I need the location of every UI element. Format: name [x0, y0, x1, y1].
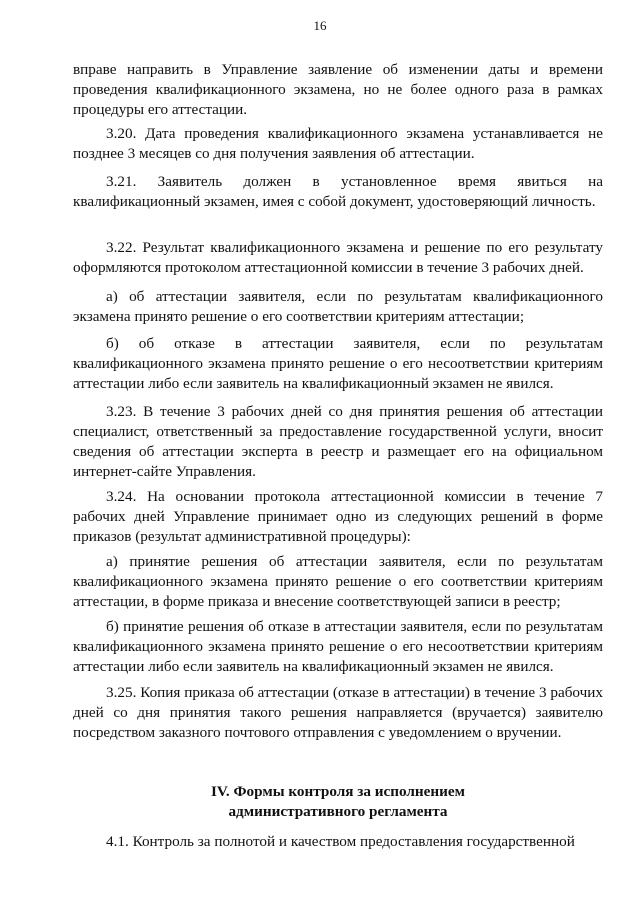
paragraph-3-22-b: б) об отказе в аттестации заявителя, если по результатам квалификационного экзамена принято решение о его несоответствии критериям аттестации либо если заявитель на квалификационный экзамен не явился.	[73, 335, 603, 392]
paragraph-3-24-b: б) принятие решения об отказе в аттестации заявителя, если по результатам квалификационного экзамена принято решение о его несоответствии критериям аттестации либо если заявитель на квалификационный экзамен не явился.	[73, 618, 603, 675]
paragraph-3-25: 3.25. Копия приказа об аттестации (отказе в аттестации) в течение 3 рабочих дней со дня принятия такого решения направляется (вручается) заявителю посредством заказного почтового отправления с уведомлением о вручении.	[73, 684, 603, 741]
paragraph-3-22-a: а) об аттестации заявителя, если по результатам квалификационного экзамена принято решение о его соответствии критериям аттестации;	[73, 288, 603, 325]
paragraph-3-21: 3.21. Заявитель должен в установленное время явиться на квалификационный экзамен, имея с собой документ, удостоверяющий личность.	[73, 173, 603, 210]
page-number: 16	[313, 18, 327, 33]
paragraph-4-1: 4.1. Контроль за полнотой и качеством предоставления государственной	[106, 833, 575, 850]
paragraph-3-20: 3.20. Дата проведения квалификационного экзамена устанавливается не позднее 3 месяцев со дня получения заявления об аттестации.	[73, 125, 603, 162]
paragraph-3-22: 3.22. Результат квалификационного экзамена и решение по его результату оформляются протоколом аттестационной комиссии в течение 3 рабочих дней.	[73, 239, 603, 276]
paragraph-continuation: вправе направить в Управление заявление об изменении даты и времени проведения квалификационного экзамена, но не более одного раза в рамках процедуры его аттестации.	[73, 61, 603, 118]
paragraph-3-24: 3.24. На основании протокола аттестационной комиссии в течение 7 рабочих дней Управление принимает одно из следующих решений в форме приказов (результат административной процедуры):	[73, 488, 603, 545]
section-heading-line-2: административного регламента	[228, 803, 448, 820]
paragraph-3-24-a: а) принятие решения об аттестации заявителя, если по результатам квалификационного экзамена принято решение о его соответствии критериям аттестации, в форме приказа и внесение соответствующей записи в реестр;	[73, 553, 603, 610]
paragraph-3-23: 3.23. В течение 3 рабочих дней со дня принятия решения об аттестации специалист, ответственный за предоставление государственной услуги, вносит сведения об аттестации эксперта в реестр и размещает его на официальном интернет-сайте Управления.	[73, 403, 603, 480]
section-heading-line-1: IV. Формы контроля за исполнением	[210, 783, 465, 800]
